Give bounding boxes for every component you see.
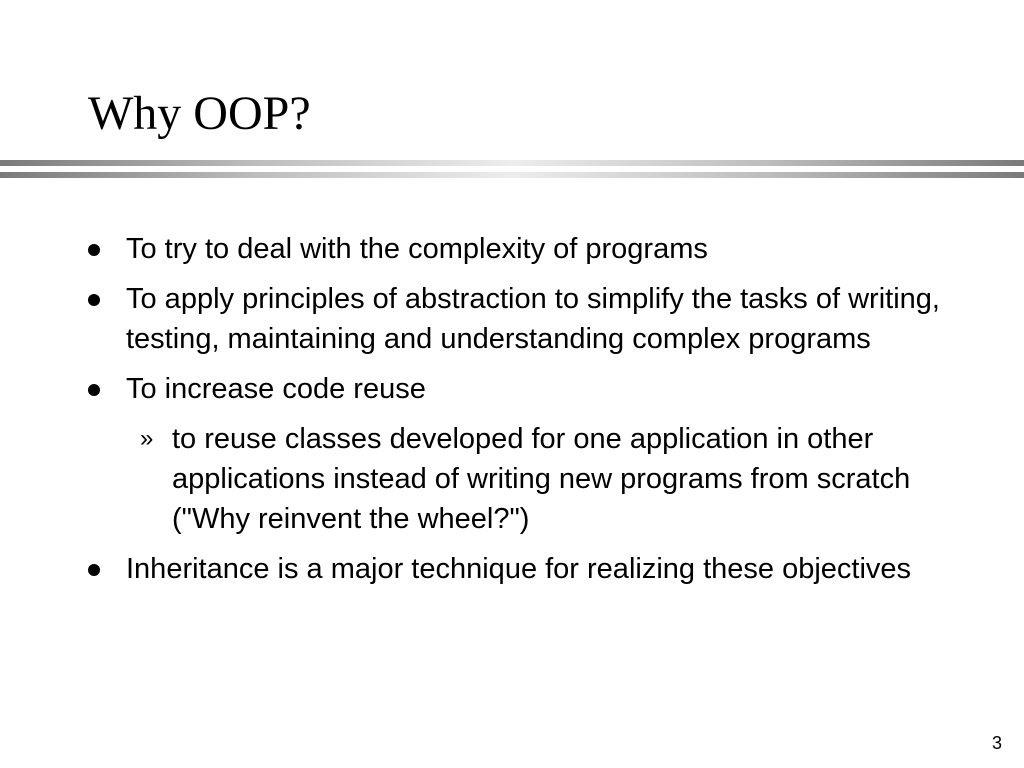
bullet-item [88, 229, 948, 269]
title-divider-top [0, 160, 1024, 166]
bullet-list [88, 229, 948, 599]
bullet-icon [88, 244, 100, 256]
bullet-text: To try to deal with the complexity of programs [126, 233, 708, 265]
sub-bullet-text: to reuse classes developed for one application in other applications instead of writing new programs from scratch ("Why reinvent the wheel?") [172, 423, 911, 535]
bullet-icon [88, 384, 100, 396]
title-divider-bottom [0, 172, 1024, 178]
bullet-icon [88, 294, 100, 306]
bullet-item [88, 279, 948, 359]
bullet-item [88, 549, 948, 589]
bullet-text: To apply principles of abstraction to simplify the tasks of writing, testing, maintaining and understanding complex programs [126, 283, 940, 355]
bullet-icon [88, 564, 100, 576]
sub-bullet-item [88, 419, 948, 539]
slide-title: Why OOP? [88, 87, 311, 140]
bullet-text: Inheritance is a major technique for realizing these objectives [126, 553, 912, 585]
bullet-item [88, 369, 948, 409]
bullet-text: To increase code reuse [126, 373, 426, 405]
page-number: 3 [991, 733, 1002, 753]
sub-bullet-icon: » [140, 425, 154, 452]
